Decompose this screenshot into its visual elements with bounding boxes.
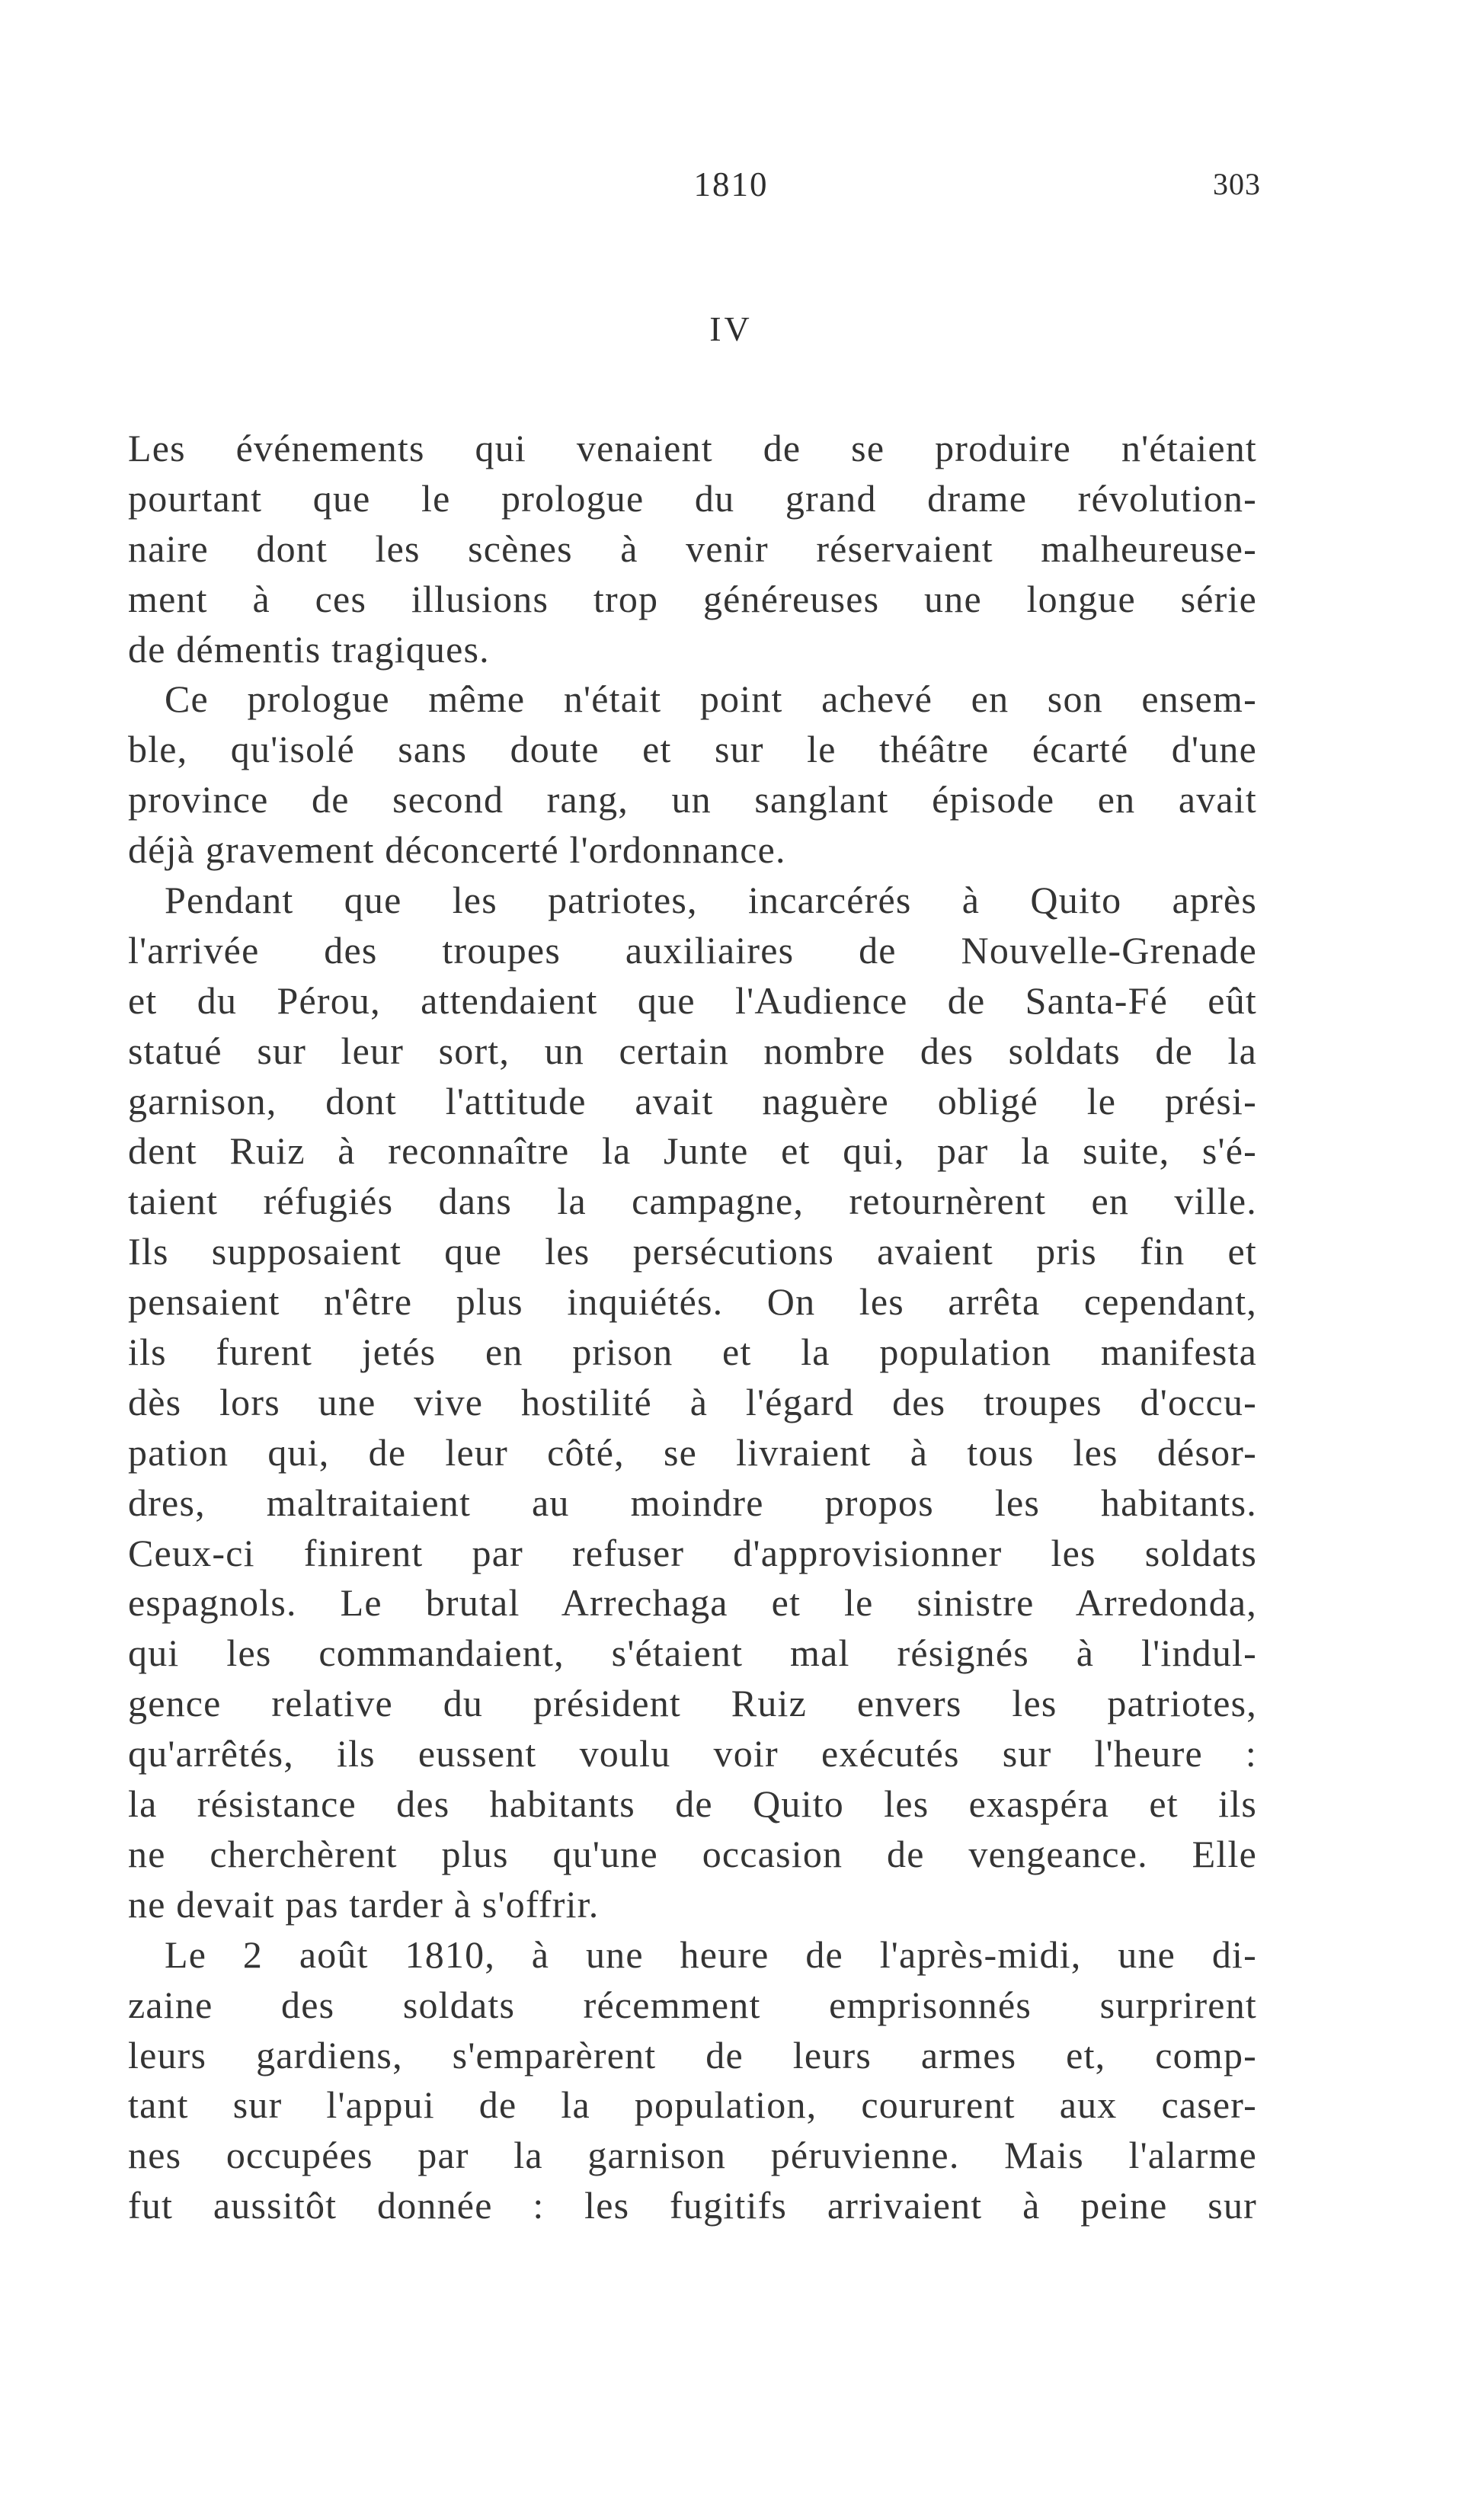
- text-line: Ils supposaient que les persécutions avaient pris fin et: [128, 1230, 1257, 1273]
- text-line: qu'arrêtés, ils eussent voulu voir exécutés sur l'heure :: [128, 1732, 1257, 1776]
- text-line: gence relative du président Ruiz envers les patriotes,: [128, 1682, 1257, 1725]
- text-line: dès lors une vive hostilité à l'égard des troupes d'occu-: [128, 1380, 1257, 1423]
- text-line: tant sur l'appui de la population, coururent aux caser-: [128, 2083, 1257, 2127]
- text-line: zaine des soldats récemment emprisonnés surprirent: [128, 1983, 1257, 2026]
- text-line: pourtant que le prologue du grand drame révolution-: [128, 476, 1257, 520]
- text-line: naire dont les scènes à venir réservaient malheureuse-: [128, 527, 1257, 570]
- text-line: l'arrivée des troupes auxiliaires de Nouvelle-Grenade: [128, 928, 1257, 972]
- text-line: Ceux-ci finirent par refuser d'approvisionner les soldats: [128, 1531, 1257, 1574]
- text-line: dent Ruiz à reconnaître la Junte et qui, par la suite, s'é-: [128, 1129, 1257, 1173]
- text-line: Les événements qui venaient de se produire n'étaient: [128, 427, 1257, 469]
- text-line: province de second rang, un sanglant épisode en avait: [128, 778, 1257, 821]
- text-line: ne cherchèrent plus qu'une occasion de vengeance. Elle: [128, 1832, 1257, 1875]
- page-number: 303: [1213, 167, 1261, 201]
- text-line: dres, maltraitaient au moindre propos les habitants.: [128, 1481, 1257, 1524]
- section-heading: IV: [709, 309, 753, 348]
- text-line: et du Pérou, attendaient que l'Audience de Santa-Fé eût: [128, 978, 1257, 1022]
- text-line: Pendant que les patriotes, incarcérés à Quito après: [165, 879, 1257, 922]
- text-line: pensaient n'être plus inquiétés. On les arrêta cependant,: [128, 1280, 1257, 1324]
- running-head: [0, 162, 1462, 207]
- text-line: pation qui, de leur côté, se livraient à tous les désor-: [128, 1430, 1257, 1474]
- text-line: déjà gravement déconcerté l'ordonnance.: [128, 828, 786, 872]
- text-line: la résistance des habitants de Quito les exaspéra et ils: [128, 1782, 1257, 1826]
- text-line: taient réfugiés dans la campagne, retournèrent en ville.: [128, 1180, 1257, 1223]
- text-line: ment à ces illusions trop généreuses une longue série: [128, 577, 1257, 620]
- text-line: leurs gardiens, s'emparèrent de leurs armes et, comp-: [128, 2033, 1257, 2077]
- text-line: garnison, dont l'attitude avait naguère obligé le prési-: [128, 1079, 1257, 1122]
- text-line: de démentis tragiques.: [128, 627, 490, 671]
- text-line: espagnols. Le brutal Arrechaga et le sinistre Arredonda,: [128, 1581, 1257, 1625]
- text-line: Le 2 août 1810, à une heure de l'après-midi, une di-: [165, 1932, 1257, 1976]
- running-title: 1810: [693, 165, 769, 203]
- text-line: ne devait pas tarder à s'offrir.: [128, 1882, 600, 1926]
- text-line: statué sur leur sort, un certain nombre des soldats de la: [128, 1029, 1257, 1072]
- text-line: Ce prologue même n'était point achevé en son ensem-: [165, 677, 1257, 721]
- text-line: qui les commandaient, s'étaient mal résignés à l'indul-: [128, 1631, 1257, 1675]
- text-line: fut aussitôt donnée : les fugitifs arrivaient à peine sur: [128, 2184, 1257, 2227]
- text-line: ble, qu'isolé sans doute et sur le théâtre écarté d'une: [128, 728, 1257, 771]
- body-text: [128, 424, 1257, 2231]
- text-line: nes occupées par la garnison péruvienne. Mais l'alarme: [128, 2134, 1257, 2177]
- text-line: ils furent jetés en prison et la population manifesta: [128, 1330, 1257, 1374]
